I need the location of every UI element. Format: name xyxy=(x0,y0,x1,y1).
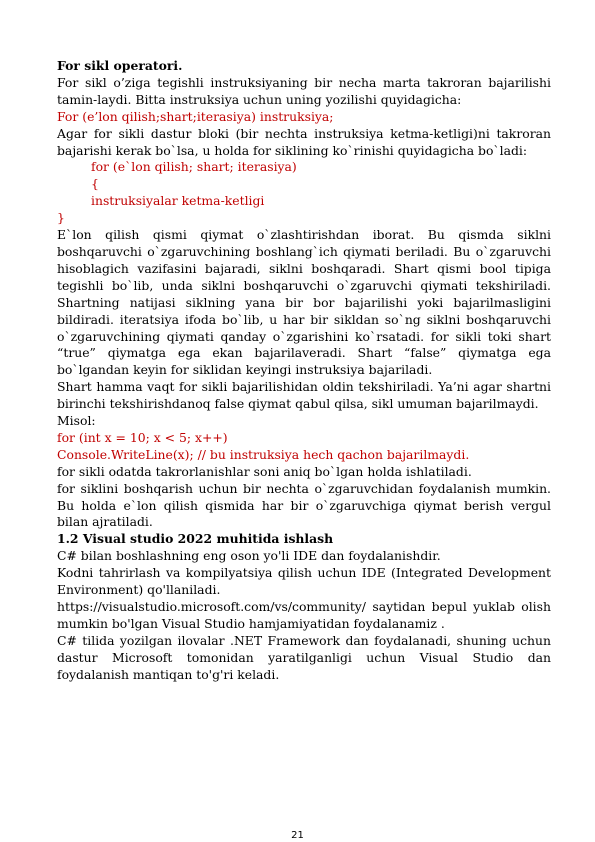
document-page xyxy=(57,58,551,684)
code-close-brace: } xyxy=(57,210,65,226)
code-body: instruksiyalar ketma-ketligi xyxy=(91,193,265,209)
heading-for-loop: For sikl operatori. xyxy=(57,58,183,73)
example-label: Misol: xyxy=(57,413,96,429)
paragraph-ide: C# bilan boshlashning eng oson yo'li IDE dan foydalanishdir. xyxy=(57,548,441,564)
paragraph-ide-def: Kodni tahrirlash va kompilyatsiya qilish uchun IDE (Integrated Development Environment) qo'llaniladi. xyxy=(57,565,551,598)
paragraph-dotnet: C# tilida yozilgan ilovalar .NET Framework dan foydalanadi, shuning uchun dastur Microsoft tomonidan yaratilganligi uchun Visual Studio dan foydalanish mantiqan to'g'ri keladi. xyxy=(57,632,551,682)
code-syntax-single: For (e’lon qilish;shart;iterasiya) instruksiya; xyxy=(57,108,334,124)
code-syntax-header: for (e`lon qilish; shart; iterasiya) xyxy=(91,159,297,175)
code-example-writeline: Console.WriteLine(x); // bu instruksiya hech qachon bajarilmaydi. xyxy=(57,446,470,462)
code-example-for: for (int x = 10; x < 5; x++) xyxy=(57,429,228,445)
paragraph-usage: for sikli odatda takrorlanishlar soni aniq bo`lgan holda ishlatiladi. xyxy=(57,463,472,479)
paragraph-explanation: E`lon qilish qismi qiymat o`zlashtirishdan iborat. Bu qismda siklni boshqaruvchi o`zgaruvchining boshlang`ich qiymati beriladi. Bu o`zgaruvchi hisoblagich vazifasini bajaradi, siklni boshqaradi. Shart qismi bool tipiga tegishli bo`lib, unda siklni boshqaruvchi o`zgaruvchi qiymati tekshiriladi. Shartning natijasi siklning yana bir bor bajarilishi yoki bajarilmasligini bildiradi. iteratsiya ifoda bo`lib, u har bir sikldan so`ng siklni boshqaruvchi o`zgaruvchining qiymati qanday o`zgarishini ko`rsatadi. for sikli toki shart “true” qiymatga ega ekan bajarilaveradi. Shart “false” qiymatga ega bo`lgandan keyin for siklidan keyingi instruksiya bajariladi. xyxy=(57,227,551,378)
code-open-brace: { xyxy=(91,176,99,192)
paragraph-for-intro: For sikl o’ziga tegishli instruksiyaning bir necha marta takroran bajarilishi tamin-laydi. Bitta instruksiya uchun uning yozilishi quyidagicha: xyxy=(57,74,551,107)
paragraph-block-intro: Agar for sikli dastur bloki (bir nechta instruksiya ketma-ketligi)ni takroran bajarishi kerak bo`lsa, u holda for siklining ko`rinishi quyidagicha bo`ladi: xyxy=(57,125,551,158)
paragraph-multiple-vars: for siklini boshqarish uchun bir nechta o`zgaruvchidan foydalanish mumkin. Bu holda e`lon qilish qismida har bir o`zgaruvchiga qiymat berish vergul bilan ajratiladi. xyxy=(57,480,551,530)
heading-visual-studio: 1.2 Visual studio 2022 muhitida ishlash xyxy=(57,531,334,547)
paragraph-download: https://visualstudio.microsoft.com/vs/community/ saytidan bepul yuklab olish mumkin bo'lgan Visual Studio hamjamiyatidan foydalanamiz . xyxy=(57,599,551,631)
paragraph-condition: Shart hamma vaqt for sikli bajarilishidan oldin tekshiriladi. Ya’ni agar shartni birinchi tekshirishdanoq false qiymat qabul qilsa, sikl umuman bajarilmaydi. xyxy=(57,379,551,412)
page-number: 21 xyxy=(291,830,304,841)
